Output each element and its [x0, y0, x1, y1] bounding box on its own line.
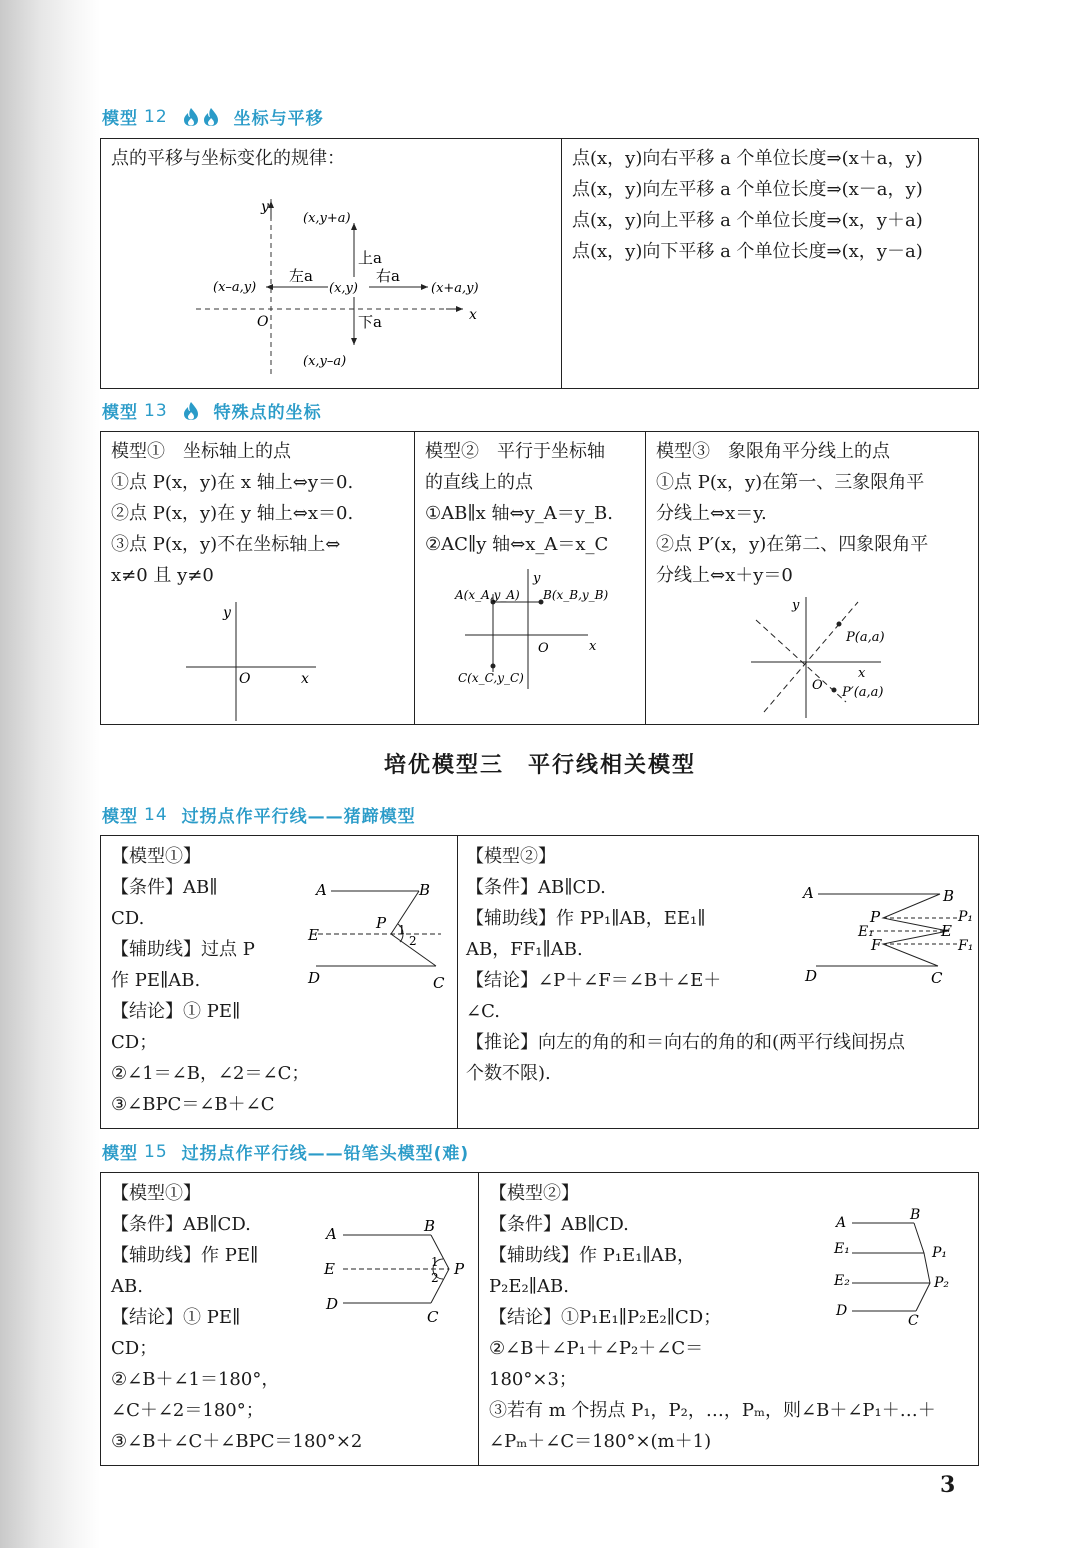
text-line: 【辅助线】作 PE∥	[111, 1245, 259, 1266]
text-line: 作 PE∥AB.	[111, 970, 201, 991]
label-p-prime: P′(a,a)	[842, 685, 884, 700]
label-e: E	[324, 1260, 335, 1278]
label-y: y	[533, 571, 541, 586]
text-line: ③若有 m 个拐点 P₁，P₂，…，Pₘ，则∠B＋∠P₁＋…＋	[489, 1400, 936, 1421]
model-name: 过拐点作平行线——铅笔头模型(难)	[181, 1144, 470, 1164]
label-x: x	[301, 671, 309, 687]
flame-icon	[202, 107, 220, 127]
translation-rules	[572, 143, 923, 267]
flame-icon	[182, 401, 200, 421]
text-line: AB.	[111, 1276, 143, 1297]
label-p: P(a,a)	[846, 630, 885, 645]
text-line: 【模型①】	[111, 846, 201, 867]
text-line: CD.	[111, 908, 145, 929]
model-12-right	[561, 139, 978, 388]
axes-diagram	[181, 597, 351, 722]
label-d: D	[308, 969, 321, 987]
text-line: ②点 P′(x，y)在第二、四象限角平	[656, 534, 929, 555]
model-14-col-1	[101, 836, 458, 1128]
text-line: 【条件】AB∥CD.	[466, 877, 606, 898]
text-line: 【结论】① PE∥	[111, 1001, 241, 1022]
label-c: C	[427, 1308, 439, 1326]
hoof-diagram-2	[798, 876, 983, 996]
model-number: 13	[144, 400, 168, 421]
label-up-point: (x,y+a)	[303, 211, 351, 226]
text-line: AB，FF₁∥AB.	[466, 939, 583, 960]
parallel-axis-diagram	[453, 564, 643, 694]
text-line: ②∠B＋∠P₁＋∠P₂＋∠C＝	[489, 1338, 704, 1359]
model-15-col-1	[101, 1173, 479, 1465]
label-e2: E₂	[834, 1273, 850, 1289]
rule-item: 点(x，y)向右平移 a 个单位长度⇒(x＋a，y)	[572, 148, 923, 169]
label-b: B	[943, 887, 955, 905]
text-line: ②点 P(x，y)在 y 轴上⇔x＝0.	[111, 503, 354, 524]
text-line: 【模型②】	[466, 846, 556, 867]
model-13-box	[100, 431, 979, 725]
model-15-col-2	[478, 1173, 978, 1465]
label-a: A	[803, 884, 814, 902]
text-line: 分线上⇔x＋y＝0	[656, 565, 793, 586]
model-15-box	[100, 1172, 979, 1466]
text-line: ②AC∥y 轴⇔x_A＝x_C	[425, 534, 609, 555]
text-line: 【辅助线】过点 P	[111, 939, 255, 960]
label-p2: P₂	[934, 1275, 950, 1291]
label-center: (x,y)	[329, 281, 358, 296]
label-p: P	[454, 1260, 465, 1278]
text-line: 【辅助线】作 P₁E₁∥AB，	[489, 1245, 695, 1266]
label-p: P	[870, 908, 881, 926]
text-line: 【模型①】	[111, 1183, 201, 1204]
model-12-box	[100, 138, 979, 389]
label-e: E	[941, 922, 952, 940]
label-o: O	[812, 678, 823, 693]
pencil-diagram-2	[824, 1203, 964, 1328]
text-line: 分线上⇔x＝y.	[656, 503, 767, 524]
text-line: CD；	[111, 1338, 158, 1359]
label-c: C(x_C,y_C)	[458, 671, 524, 685]
label-a: A	[836, 1215, 847, 1231]
label-right: 右a	[376, 267, 400, 285]
rule-item: 点(x，y)向下平移 a 个单位长度⇒(x，y－a)	[572, 241, 923, 262]
label-x: x	[858, 666, 866, 681]
hoof-diagram-1	[306, 876, 451, 996]
text-line: x≠0 且 y≠0	[111, 565, 214, 586]
label-left-point: (x–a,y)	[213, 280, 257, 295]
text-line: P₂E₂∥AB.	[489, 1276, 569, 1297]
label-y: y	[792, 598, 800, 613]
label-b: B(x_B,y_B)	[543, 588, 609, 602]
label-p: P	[376, 914, 387, 932]
text-line: ③点 P(x，y)不在坐标轴上⇔	[111, 534, 341, 555]
label-p1: P₁	[932, 1245, 948, 1261]
model-number: 14	[144, 804, 168, 825]
label-a: A	[326, 1225, 337, 1243]
label-f: F	[871, 936, 882, 954]
text-line: ②∠1＝∠B，∠2＝∠C；	[111, 1063, 310, 1084]
label-e1: E₁	[858, 924, 874, 940]
model-name: 过拐点作平行线——猪蹄模型	[181, 807, 416, 827]
text-line: 180°×3；	[489, 1369, 577, 1390]
label-b: B	[424, 1217, 436, 1235]
rule-item: 点(x，y)向上平移 a 个单位长度⇒(x，y＋a)	[572, 210, 923, 231]
model-13-col-1	[101, 432, 415, 724]
model-number: 12	[144, 106, 168, 127]
text-line: ①点 P(x，y)在第一、三象限角平	[656, 472, 925, 493]
text-line: ①点 P(x，y)在 x 轴上⇔y＝0.	[111, 472, 354, 493]
label-2: 2	[431, 1271, 439, 1285]
text-line: 【结论】∠P＋∠F＝∠B＋∠E＋	[466, 970, 722, 991]
translation-diagram	[191, 189, 491, 379]
pencil-diagram-1	[321, 1213, 473, 1328]
label-e: E	[308, 926, 319, 944]
text-line: 模型② 平行于坐标轴	[425, 441, 605, 462]
model-12-left-title: 点的平移与坐标变化的规律：	[111, 148, 345, 169]
text-line: 【结论】① PE∥	[111, 1307, 241, 1328]
label-d: D	[805, 967, 818, 985]
text-line: 【结论】①P₁E₁∥P₂E₂∥CD；	[489, 1307, 722, 1328]
label-x: x	[589, 639, 597, 654]
label-up: 上a	[358, 249, 382, 267]
text-line: 【模型②】	[489, 1183, 579, 1204]
model-14-box	[100, 835, 979, 1129]
text-line: ③∠B＋∠C＋∠BPC＝180°×2	[111, 1431, 363, 1452]
label-y: y	[223, 605, 231, 621]
label-c: C	[908, 1313, 919, 1328]
label-d: D	[836, 1303, 848, 1319]
model-name: 坐标与平移	[233, 109, 324, 129]
text-line: 模型③ 象限角平分线上的点	[656, 441, 890, 462]
bisector-diagram	[746, 592, 956, 720]
flame-icon	[182, 107, 200, 127]
label-2: 2	[409, 934, 417, 948]
page-number: 3	[940, 1472, 956, 1498]
section-title: 培优模型三 平行线相关模型	[383, 753, 696, 778]
label-down-point: (x,y–a)	[303, 354, 347, 369]
label-o: O	[538, 641, 549, 656]
text-line: ②∠B＋∠1＝180°，	[111, 1369, 280, 1390]
model-13-title	[102, 398, 322, 423]
label-f1: F₁	[958, 938, 974, 954]
text-line: 【条件】AB∥CD.	[111, 1214, 251, 1235]
model-label: 模型	[102, 109, 138, 129]
model-number: 15	[144, 1141, 168, 1162]
label-down: 下a	[358, 313, 382, 331]
model-14-col-2	[457, 836, 978, 1128]
label-c: C	[931, 969, 943, 987]
model-label: 模型	[102, 807, 138, 827]
model-15-title	[102, 1139, 469, 1164]
label-left: 左a	[289, 267, 313, 285]
label-y: y	[261, 199, 269, 215]
text-line: 【条件】AB∥CD.	[489, 1214, 629, 1235]
text-line: 的直线上的点	[425, 472, 533, 493]
label-o: O	[239, 671, 251, 687]
text-line: 模型① 坐标轴上的点	[111, 441, 291, 462]
label-o: O	[257, 314, 269, 330]
text-line: ①AB∥x 轴⇔y_A＝y_B.	[425, 503, 613, 524]
model-13-col-3	[645, 432, 978, 724]
label-c: C	[433, 974, 445, 992]
label-right-point: (x+a,y)	[431, 281, 479, 296]
text-line: ∠C＋∠2＝180°；	[111, 1400, 264, 1421]
model-name: 特殊点的坐标	[213, 403, 322, 423]
label-e1: E₁	[834, 1241, 850, 1257]
text-line: ③∠BPC＝∠B＋∠C	[111, 1094, 275, 1115]
text-line: 【辅助线】作 PP₁∥AB，EE₁∥	[466, 908, 706, 929]
model-13-col-2	[414, 432, 646, 724]
label-p1: P₁	[958, 909, 974, 925]
text-line: ∠C.	[466, 1001, 500, 1022]
label-1: 1	[398, 923, 406, 937]
label-1: 1	[431, 1255, 439, 1269]
model-12-left	[101, 139, 562, 388]
model-label: 模型	[102, 1144, 138, 1164]
model-label: 模型	[102, 403, 138, 423]
label-a: A(x_A,y_A)	[455, 588, 520, 602]
label-b: B	[419, 881, 431, 899]
text-line: CD；	[111, 1032, 158, 1053]
label-a: A	[316, 881, 327, 899]
label-d: D	[326, 1295, 339, 1313]
text-line: ∠Pₘ＋∠C＝180°×(m＋1)	[489, 1431, 712, 1452]
text-line: 【条件】AB∥	[111, 877, 218, 898]
model-12-title	[102, 104, 324, 129]
text-line: 个数不限).	[466, 1063, 551, 1084]
label-x: x	[469, 307, 477, 323]
model-14-title	[102, 802, 416, 827]
text-line: 【推论】向左的角的和＝向右的角的和(两平行线间拐点	[466, 1032, 906, 1053]
rule-item: 点(x，y)向左平移 a 个单位长度⇒(x－a，y)	[572, 179, 923, 200]
label-b: B	[910, 1207, 921, 1223]
